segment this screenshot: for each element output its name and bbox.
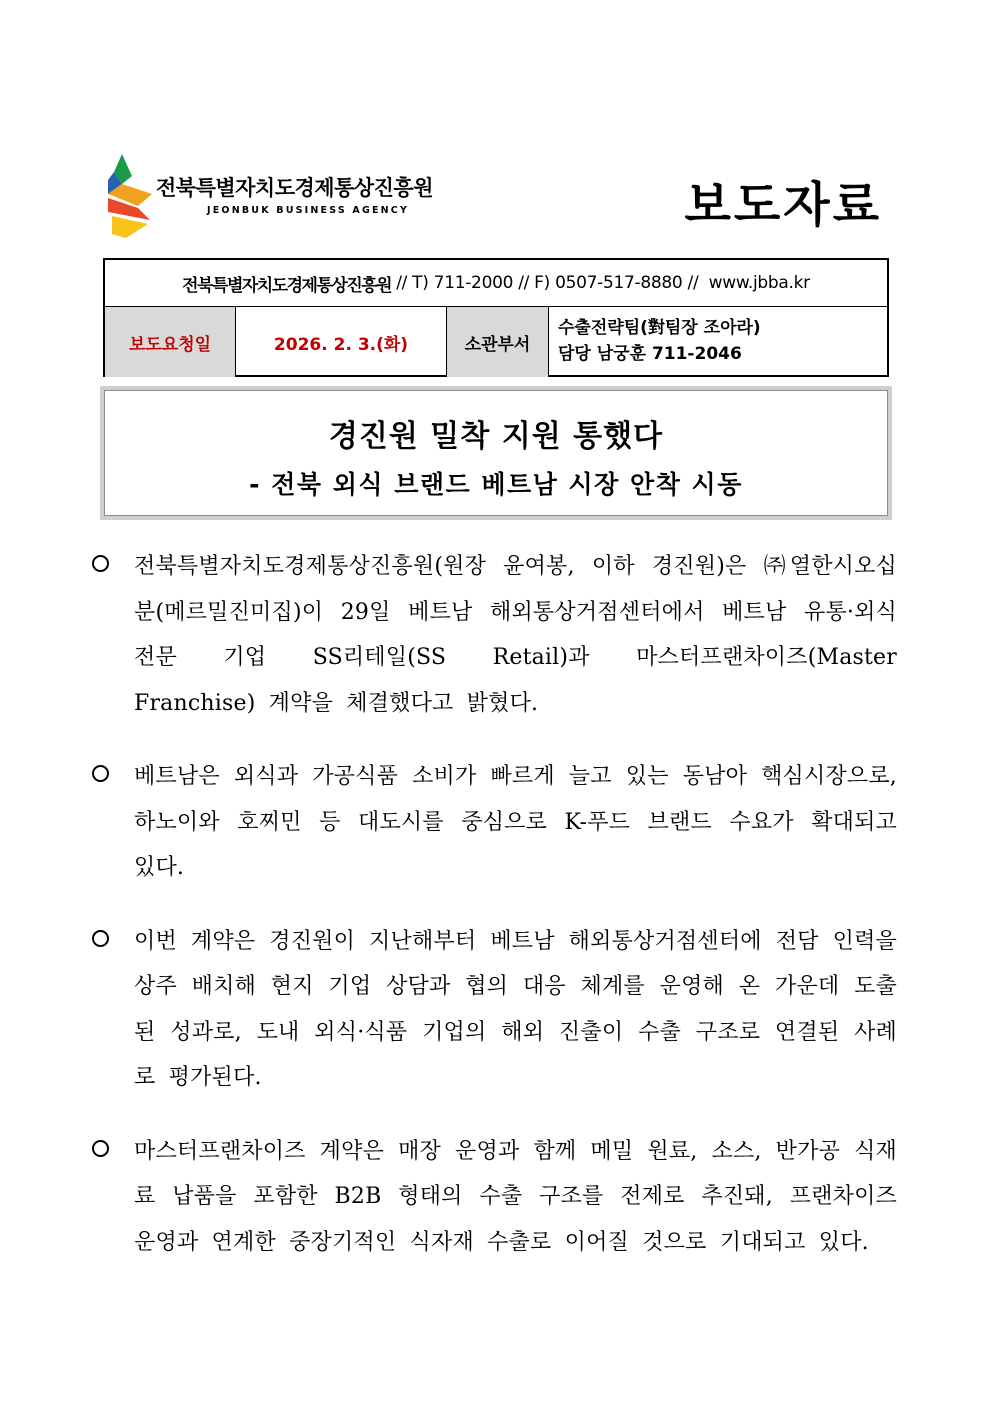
contact-row — [105, 260, 887, 307]
paragraph-text: 마스터프랜차이즈 계약은 매장 운영과 함께 메밀 원료, 소스, 반가공 식재료 납품을 포함한 B2B 형태의 수출 구조를 전제로 추진돼, 프랜차이즈 운영과 연계한 중장기적인 식자재 수출로 이어질 것으로 기대되고 있다. — [134, 1138, 897, 1255]
paragraph — [92, 544, 897, 726]
paragraph — [92, 1129, 897, 1266]
department-team: 수출전략팀(對팀장 조아라) — [558, 318, 761, 338]
paragraph — [92, 754, 897, 891]
press-info-table — [103, 258, 889, 377]
request-row — [105, 307, 887, 377]
request-date-label: 보도요청일 — [105, 307, 236, 377]
request-date-value: 2026. 2. 3.(화) — [236, 307, 447, 377]
logo-mark-icon — [108, 154, 152, 238]
circle-bullet-icon — [92, 1140, 109, 1157]
department-value — [549, 307, 887, 377]
paragraph-text: 이번 계약은 경진원이 지난해부터 베트남 해외통상거점센터에 전담 인력을 상주 배치해 현지 기업 상담과 협의 대응 체계를 운영해 온 가운데 도출된 성과로, 도내 외식·식품 기업의 해외 진출이 수출 구조로 연결된 사례로 평가된다. — [134, 928, 897, 1090]
circle-bullet-icon — [92, 765, 109, 782]
headline-subtitle: - 전북 외식 브랜드 베트남 시장 안착 시동 — [249, 470, 743, 499]
document-type-title: 보도자료 — [684, 177, 882, 233]
paragraph — [92, 919, 897, 1101]
org-name-english: JEONBUK BUSINESS AGENCY — [207, 205, 410, 216]
paragraph-text: 전북특별자치도경제통상진흥원(원장 윤여봉, 이하 경진원)은 ㈜열한시오십분(메르밀진미집)이 29일 베트남 해외통상거점센터에서 베트남 유통·외식 전문 기업 SS리테일(SS Retail)과 마스터프랜차이즈(Master Franchise) 계약을 체결했다고 밝혔다. — [134, 554, 897, 716]
circle-bullet-icon — [92, 930, 109, 947]
article-body — [92, 544, 897, 1293]
contact-details: // T) 711-2000 // F) 0507-517-8880 // www.jbba.kr — [391, 273, 810, 293]
paragraph-text: 베트남은 외식과 가공식품 소비가 빠르게 늘고 있는 동남아 핵심시장으로, 하노이와 호찌민 등 대도시를 중심으로 K-푸드 브랜드 수요가 확대되고 있다. — [134, 764, 897, 880]
org-name: 전북특별자치도경제통상진흥원 — [156, 176, 434, 200]
department-label: 소관부서 — [447, 307, 549, 377]
circle-bullet-icon — [92, 555, 109, 572]
headline-box — [100, 386, 892, 520]
headline-title: 경진원 밀착 지원 통했다 — [328, 419, 664, 454]
agency-logo — [108, 154, 438, 238]
contact-org: 전북특별자치도경제통상진흥원 — [182, 275, 392, 296]
department-contact: 담당 남궁훈 711-2046 — [558, 344, 742, 364]
